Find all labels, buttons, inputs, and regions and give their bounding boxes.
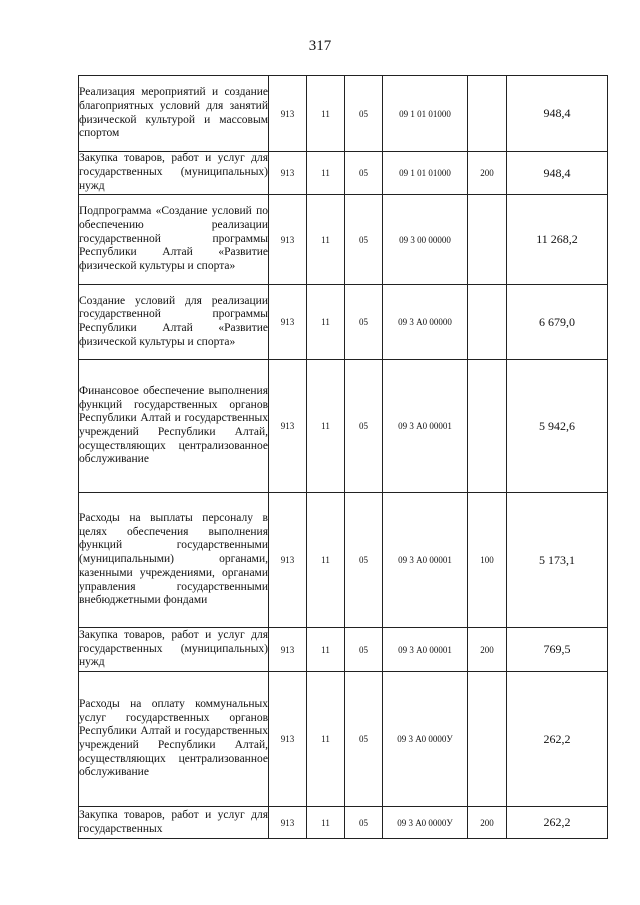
table-row <box>79 672 608 807</box>
row-rz: 11 <box>307 76 345 152</box>
row-amount: 769,5 <box>507 628 608 672</box>
row-name: Закупка товаров, работ и услуг для государственных <box>79 807 269 839</box>
row-pr: 05 <box>345 152 383 195</box>
table-row <box>79 285 608 360</box>
row-amount: 6 679,0 <box>507 285 608 360</box>
row-pr: 05 <box>345 807 383 839</box>
row-name: Реализация мероприятий и создание благоприятных условий для занятий физической культурой и массовым спортом <box>79 76 269 152</box>
row-rz: 11 <box>307 807 345 839</box>
row-csr: 09 3 А0 00001 <box>383 493 468 628</box>
row-vr <box>468 195 507 285</box>
row-name: Закупка товаров, работ и услуг для государственных (муниципальных) нужд <box>79 628 269 672</box>
row-vr: 100 <box>468 493 507 628</box>
row-csr: 09 3 А0 00001 <box>383 628 468 672</box>
row-gr: 913 <box>269 195 307 285</box>
row-pr: 05 <box>345 285 383 360</box>
row-csr: 09 3 А0 0000У <box>383 672 468 807</box>
row-pr: 05 <box>345 195 383 285</box>
row-amount: 5 942,6 <box>507 360 608 493</box>
row-rz: 11 <box>307 672 345 807</box>
row-name: Создание условий для реализации государственной программы Республики Алтай «Развитие физической культуры и спорта» <box>79 285 269 360</box>
row-csr: 09 3 А0 00000 <box>383 285 468 360</box>
row-amount: 948,4 <box>507 152 608 195</box>
row-csr: 09 1 01 01000 <box>383 76 468 152</box>
row-vr <box>468 76 507 152</box>
table-row <box>79 152 608 195</box>
row-amount: 948,4 <box>507 76 608 152</box>
table-row <box>79 76 608 152</box>
row-name: Расходы на оплату коммунальных услуг государственных органов Республики Алтай и государственных учреждений Республики Алтай, осуществляющих централизованное обслуживание <box>79 672 269 807</box>
row-gr: 913 <box>269 152 307 195</box>
table-row <box>79 360 608 493</box>
row-amount: 11 268,2 <box>507 195 608 285</box>
row-name: Подпрограмма «Создание условий по обеспечению реализации государственной программы Республики Алтай «Развитие физической культуры и спорта» <box>79 195 269 285</box>
row-rz: 11 <box>307 285 345 360</box>
row-gr: 913 <box>269 360 307 493</box>
row-csr: 09 3 00 00000 <box>383 195 468 285</box>
row-gr: 913 <box>269 628 307 672</box>
row-rz: 11 <box>307 152 345 195</box>
row-csr: 09 3 А0 0000У <box>383 807 468 839</box>
row-vr <box>468 285 507 360</box>
budget-table <box>78 75 608 839</box>
page-number: 317 <box>308 38 332 54</box>
row-name: Закупка товаров, работ и услуг для государственных (муниципальных) нужд <box>79 152 269 195</box>
row-gr: 913 <box>269 672 307 807</box>
row-amount: 262,2 <box>507 807 608 839</box>
row-gr: 913 <box>269 807 307 839</box>
row-gr: 913 <box>269 76 307 152</box>
row-rz: 11 <box>307 360 345 493</box>
row-pr: 05 <box>345 493 383 628</box>
row-name: Расходы на выплаты персоналу в целях обеспечения выполнения функций государственными (муниципальными) органами, казенными учреждениями, органами управления государственными внебюджетными фондами <box>79 493 269 628</box>
row-rz: 11 <box>307 628 345 672</box>
row-vr: 200 <box>468 628 507 672</box>
row-vr: 200 <box>468 807 507 839</box>
row-pr: 05 <box>345 76 383 152</box>
row-vr <box>468 672 507 807</box>
table-row <box>79 628 608 672</box>
row-pr: 05 <box>345 628 383 672</box>
row-csr: 09 1 01 01000 <box>383 152 468 195</box>
table-row <box>79 807 608 839</box>
row-amount: 5 173,1 <box>507 493 608 628</box>
row-pr: 05 <box>345 360 383 493</box>
table-row <box>79 195 608 285</box>
row-csr: 09 3 А0 00001 <box>383 360 468 493</box>
row-pr: 05 <box>345 672 383 807</box>
row-amount: 262,2 <box>507 672 608 807</box>
row-rz: 11 <box>307 493 345 628</box>
table-row <box>79 493 608 628</box>
row-vr: 200 <box>468 152 507 195</box>
row-name: Финансовое обеспечение выполнения функций государственных органов Республики Алтай и государственных учреждений Республики Алтай, осуществляющих централизованное обслуживание <box>79 360 269 493</box>
row-gr: 913 <box>269 285 307 360</box>
row-gr: 913 <box>269 493 307 628</box>
row-rz: 11 <box>307 195 345 285</box>
row-vr <box>468 360 507 493</box>
